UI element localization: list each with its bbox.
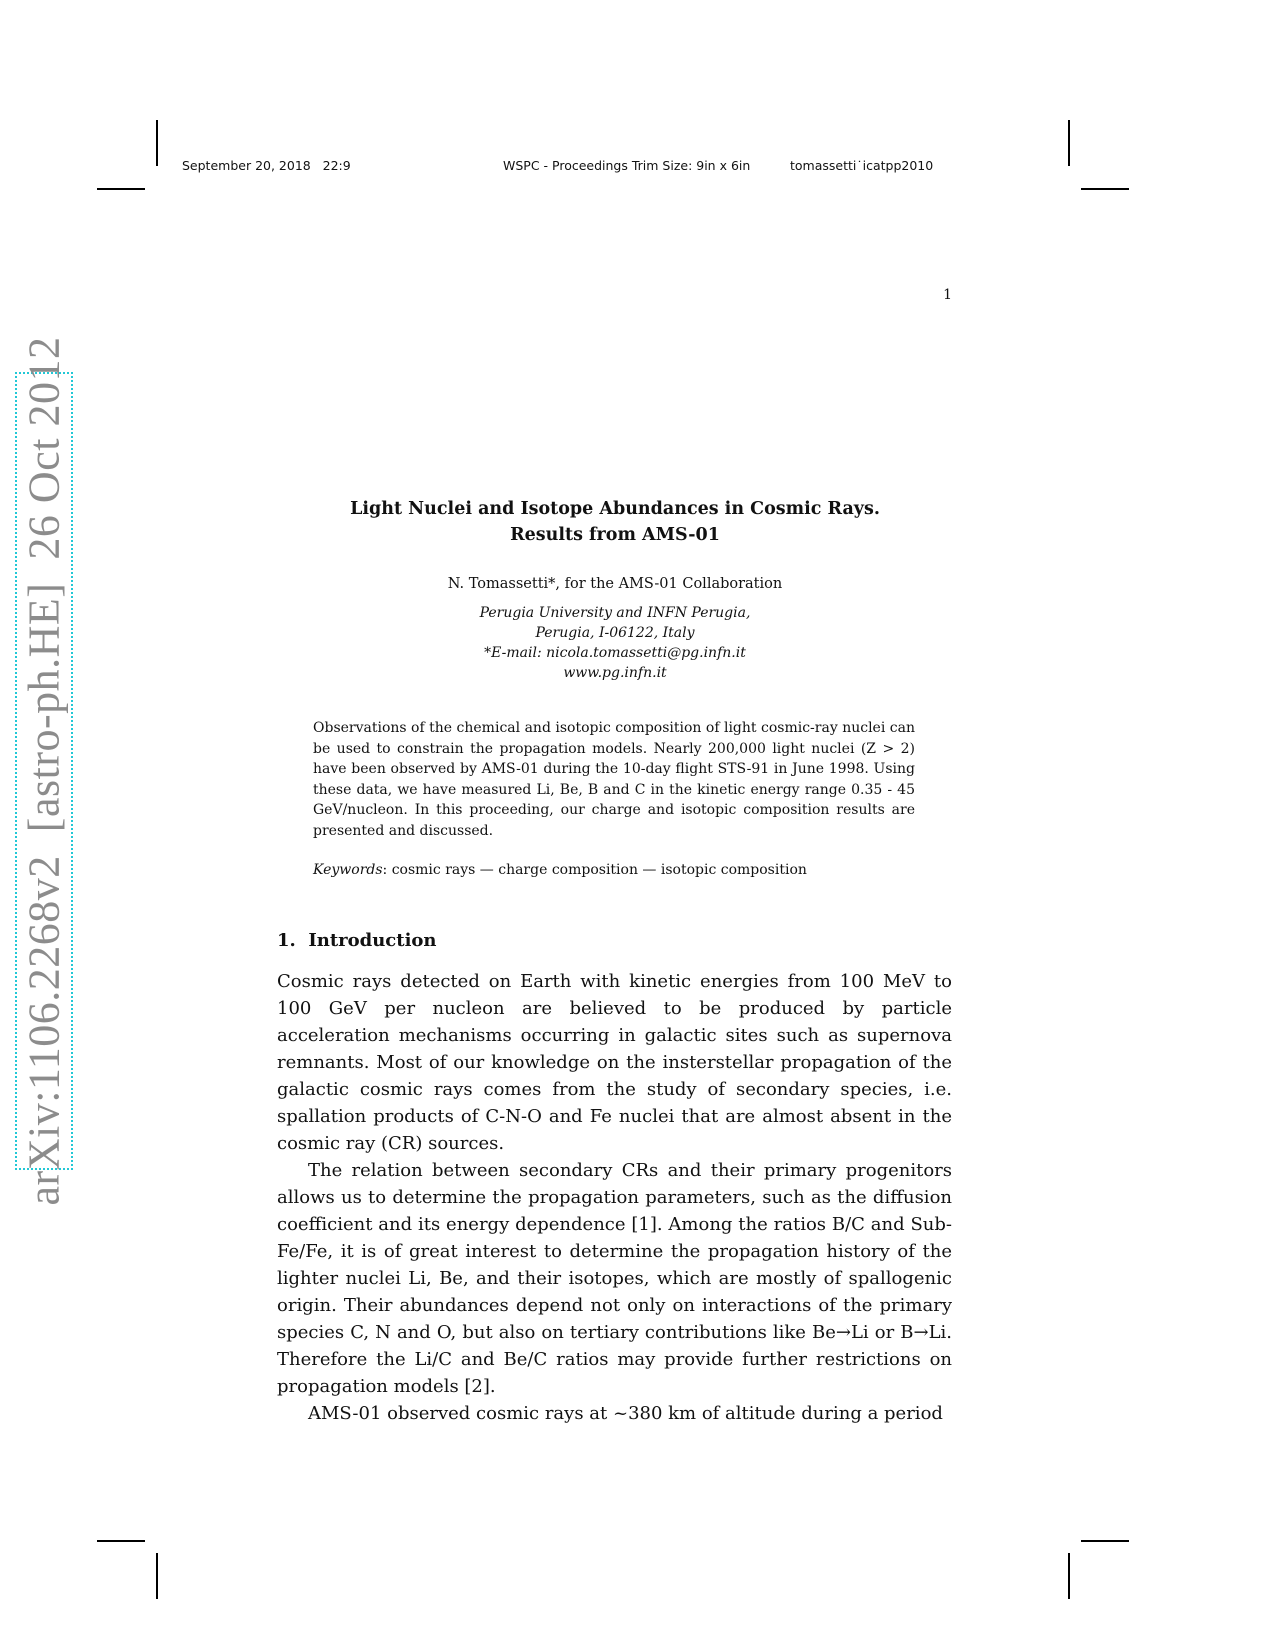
crop-mark [97,188,145,190]
paragraph: Cosmic rays detected on Earth with kinetic energies from 100 MeV to 100 GeV per nucleon are believed to be produced by particle acceleration mechanisms occurring in galactic sites such as supernova remnants. Most of our knowledge on the insterstellar propagation of the galactic cosmic rays comes from the study of secondary species, i.e. spallation products of C-N-O and Fe nuclei that are almost absent in the cosmic ray (CR) sources. [277,971,952,1154]
header-date: September 20, 2018 22:9 [182,158,351,173]
title-line-1: Light Nuclei and Isotope Abundances in Cosmic Rays. [350,499,880,519]
arxiv-identifier: arXiv:1106.2268v2 [astro-ph.HE] 26 Oct 2012 [19,336,69,1206]
paper-title [270,496,960,548]
crop-mark [1068,120,1070,166]
affiliation-line: Perugia, I-06122, Italy [535,625,695,641]
header-journal: WSPC - Proceedings Trim Size: 9in x 6in [503,158,751,173]
abstract: Observations of the chemical and isotopic composition of light cosmic-ray nuclei can be used to constrain the propagation models. Nearly 200,000 light nuclei (Z > 2) have been observed by AMS-01 during the 10-day flight STS-91 in June 1998. Using these data, we have measured Li, Be, B and C in the kinetic energy range 0.35 - 45 GeV/nucleon. In this proceeding, our charge and isotopic composition results are presented and discussed. [313,720,915,839]
email-line: *E-mail: nicola.tomassetti@pg.infn.it [484,645,746,661]
paragraph: The relation between secondary CRs and their primary progenitors allows us to determine the propagation parameters, such as the diffusion coefficient and its energy dependence [1]. Among the ratios B/C and Sub-Fe/Fe, it is of great interest to determine the propagation history of the lighter nuclei Li, Be, and their isotopes, which are mostly of spallogenic origin. Their abundances depend not only on interactions of the primary species C, N and O, but also on tertiary contributions like Be→Li or B→Li. Therefore the Li/C and Be/C ratios may provide further restrictions on propagation models [2]. [277,1160,952,1397]
affiliation-block [270,603,960,683]
author-line: N. Tomassetti*, for the AMS-01 Collaboration [447,576,783,592]
body-text [277,968,952,1427]
section-heading-introduction: 1. Introduction [277,930,437,951]
affiliation-line: Perugia University and INFN Perugia, [479,605,751,621]
website-line: www.pg.infn.it [563,665,667,681]
header-filename: tomassetti˙icatpp2010 [790,158,934,173]
keywords-label: Keywords [313,862,383,878]
crop-mark [97,1540,145,1542]
title-line-2: Results from AMS-01 [510,525,720,545]
crop-mark [156,120,158,166]
keywords [313,862,915,878]
crop-mark [1081,1540,1129,1542]
crop-mark [156,1553,158,1599]
page-number: 1 [943,287,952,303]
crop-mark [1081,188,1129,190]
paragraph: AMS-01 observed cosmic rays at ~380 km of altitude during a period [308,1403,943,1424]
keywords-list: : cosmic rays — charge composition — isotopic composition [382,862,807,878]
crop-mark [1068,1553,1070,1599]
